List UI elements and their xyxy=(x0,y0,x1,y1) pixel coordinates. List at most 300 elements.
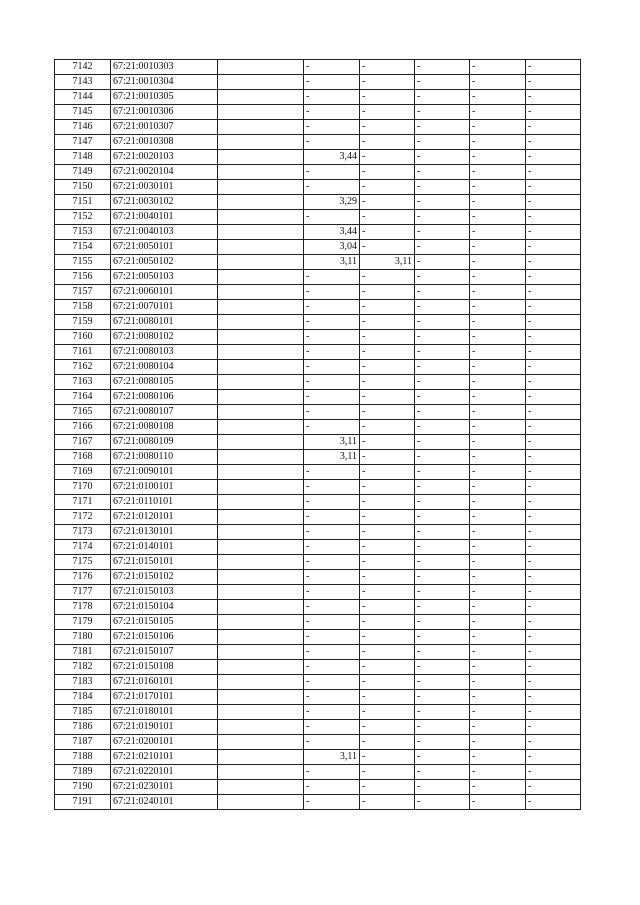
value-4-cell: - xyxy=(470,60,526,75)
value-3-cell: - xyxy=(415,555,470,570)
value-5-cell: - xyxy=(526,630,581,645)
value-2-cell: - xyxy=(360,165,415,180)
table-row xyxy=(55,165,581,180)
value-1-cell: - xyxy=(304,525,360,540)
value-5-cell: - xyxy=(526,195,581,210)
value-4-cell: - xyxy=(470,510,526,525)
value-3-cell: - xyxy=(415,720,470,735)
value-2-cell: - xyxy=(360,390,415,405)
value-2-cell: - xyxy=(360,210,415,225)
table-row xyxy=(55,540,581,555)
value-4-cell: - xyxy=(470,225,526,240)
value-2-cell: - xyxy=(360,285,415,300)
name-cell xyxy=(218,780,304,795)
table-row xyxy=(55,255,581,270)
value-1-cell: - xyxy=(304,705,360,720)
cadastral-code-cell: 67:21:0010307 xyxy=(111,120,218,135)
value-5-cell: - xyxy=(526,180,581,195)
value-5-cell: - xyxy=(526,765,581,780)
value-1-cell: - xyxy=(304,720,360,735)
value-5-cell: - xyxy=(526,690,581,705)
value-1-cell: - xyxy=(304,315,360,330)
value-4-cell: - xyxy=(470,405,526,420)
value-5-cell: - xyxy=(526,255,581,270)
value-1-cell: - xyxy=(304,630,360,645)
value-3-cell: - xyxy=(415,525,470,540)
row-number-cell: 7149 xyxy=(55,165,111,180)
name-cell xyxy=(218,255,304,270)
value-2-cell: - xyxy=(360,435,415,450)
value-2-cell: - xyxy=(360,375,415,390)
value-3-cell: - xyxy=(415,495,470,510)
cadastral-code-cell: 67:21:0040103 xyxy=(111,225,218,240)
value-4-cell: - xyxy=(470,720,526,735)
value-2-cell: - xyxy=(360,675,415,690)
value-3-cell: - xyxy=(415,585,470,600)
value-2-cell: - xyxy=(360,225,415,240)
row-number-cell: 7172 xyxy=(55,510,111,525)
table-row xyxy=(55,180,581,195)
value-3-cell: - xyxy=(415,765,470,780)
name-cell xyxy=(218,465,304,480)
value-3-cell: - xyxy=(415,135,470,150)
table-row xyxy=(55,405,581,420)
value-3-cell: - xyxy=(415,195,470,210)
table-row xyxy=(55,150,581,165)
value-5-cell: - xyxy=(526,585,581,600)
value-2-cell: - xyxy=(360,90,415,105)
cadastral-code-cell: 67:21:0070101 xyxy=(111,300,218,315)
cadastral-code-cell: 67:21:0150103 xyxy=(111,585,218,600)
value-4-cell: - xyxy=(470,630,526,645)
cadastral-code-cell: 67:21:0170101 xyxy=(111,690,218,705)
name-cell xyxy=(218,300,304,315)
name-cell xyxy=(218,705,304,720)
table-row xyxy=(55,330,581,345)
value-4-cell: - xyxy=(470,345,526,360)
name-cell xyxy=(218,690,304,705)
name-cell xyxy=(218,495,304,510)
value-1-cell: - xyxy=(304,585,360,600)
value-4-cell: - xyxy=(470,195,526,210)
value-2-cell: - xyxy=(360,615,415,630)
name-cell xyxy=(218,195,304,210)
value-2-cell: - xyxy=(360,315,415,330)
value-3-cell: - xyxy=(415,345,470,360)
value-4-cell: - xyxy=(470,330,526,345)
value-4-cell: - xyxy=(470,735,526,750)
value-4-cell: - xyxy=(470,705,526,720)
value-1-cell: - xyxy=(304,360,360,375)
value-3-cell: - xyxy=(415,390,470,405)
table-row xyxy=(55,315,581,330)
table-row xyxy=(55,285,581,300)
value-1-cell: - xyxy=(304,330,360,345)
value-3-cell: - xyxy=(415,705,470,720)
row-number-cell: 7182 xyxy=(55,660,111,675)
row-number-cell: 7185 xyxy=(55,705,111,720)
table-row xyxy=(55,735,581,750)
value-5-cell: - xyxy=(526,570,581,585)
value-5-cell: - xyxy=(526,555,581,570)
name-cell xyxy=(218,450,304,465)
value-1-cell: - xyxy=(304,555,360,570)
value-2-cell: - xyxy=(360,600,415,615)
value-1-cell: 3,11 xyxy=(304,435,360,450)
value-1-cell: 3,29 xyxy=(304,195,360,210)
value-1-cell: - xyxy=(304,390,360,405)
value-1-cell: - xyxy=(304,690,360,705)
row-number-cell: 7180 xyxy=(55,630,111,645)
value-2-cell: - xyxy=(360,645,415,660)
value-2-cell: - xyxy=(360,120,415,135)
value-3-cell: - xyxy=(415,60,470,75)
name-cell xyxy=(218,435,304,450)
value-4-cell: - xyxy=(470,795,526,810)
table-row xyxy=(55,450,581,465)
value-2-cell: - xyxy=(360,150,415,165)
cadastral-code-cell: 67:21:0080109 xyxy=(111,435,218,450)
row-number-cell: 7187 xyxy=(55,735,111,750)
value-1-cell: - xyxy=(304,300,360,315)
cadastral-code-cell: 67:21:0150107 xyxy=(111,645,218,660)
cadastral-code-cell: 67:21:0010308 xyxy=(111,135,218,150)
row-number-cell: 7173 xyxy=(55,525,111,540)
cadastral-code-cell: 67:21:0010303 xyxy=(111,60,218,75)
cadastral-code-cell: 67:21:0150105 xyxy=(111,615,218,630)
row-number-cell: 7169 xyxy=(55,465,111,480)
row-number-cell: 7153 xyxy=(55,225,111,240)
cadastral-code-cell: 67:21:0080105 xyxy=(111,375,218,390)
value-3-cell: - xyxy=(415,420,470,435)
cadastral-code-cell: 67:21:0020103 xyxy=(111,150,218,165)
value-2-cell: - xyxy=(360,570,415,585)
value-4-cell: - xyxy=(470,300,526,315)
value-2-cell: - xyxy=(360,630,415,645)
value-1-cell: - xyxy=(304,375,360,390)
table-row xyxy=(55,585,581,600)
table-row xyxy=(55,435,581,450)
value-3-cell: - xyxy=(415,150,470,165)
cadastral-code-cell: 67:21:0140101 xyxy=(111,540,218,555)
cadastral-code-cell: 67:21:0150104 xyxy=(111,600,218,615)
value-5-cell: - xyxy=(526,360,581,375)
table-row xyxy=(55,270,581,285)
value-4-cell: - xyxy=(470,285,526,300)
value-3-cell: - xyxy=(415,645,470,660)
row-number-cell: 7171 xyxy=(55,495,111,510)
value-1-cell: - xyxy=(304,285,360,300)
value-2-cell: - xyxy=(360,705,415,720)
value-4-cell: - xyxy=(470,645,526,660)
value-5-cell: - xyxy=(526,675,581,690)
row-number-cell: 7176 xyxy=(55,570,111,585)
table-row xyxy=(55,780,581,795)
value-2-cell: - xyxy=(360,765,415,780)
value-1-cell: - xyxy=(304,780,360,795)
value-1-cell: 3,44 xyxy=(304,225,360,240)
row-number-cell: 7161 xyxy=(55,345,111,360)
table-row xyxy=(55,630,581,645)
row-number-cell: 7179 xyxy=(55,615,111,630)
cadastral-code-cell: 67:21:0240101 xyxy=(111,795,218,810)
value-4-cell: - xyxy=(470,105,526,120)
value-5-cell: - xyxy=(526,225,581,240)
cadastral-code-cell: 67:21:0220101 xyxy=(111,765,218,780)
cadastral-code-cell: 67:21:0050102 xyxy=(111,255,218,270)
value-3-cell: - xyxy=(415,675,470,690)
value-2-cell: - xyxy=(360,420,415,435)
value-3-cell: - xyxy=(415,285,470,300)
cadastral-code-cell: 67:21:0190101 xyxy=(111,720,218,735)
row-number-cell: 7155 xyxy=(55,255,111,270)
value-4-cell: - xyxy=(470,315,526,330)
value-1-cell: - xyxy=(304,405,360,420)
table-row xyxy=(55,300,581,315)
value-3-cell: - xyxy=(415,465,470,480)
cadastral-code-cell: 67:21:0080106 xyxy=(111,390,218,405)
value-4-cell: - xyxy=(470,660,526,675)
row-number-cell: 7143 xyxy=(55,75,111,90)
value-1-cell: 3,44 xyxy=(304,150,360,165)
table-row xyxy=(55,135,581,150)
table-row xyxy=(55,420,581,435)
value-2-cell: - xyxy=(360,540,415,555)
value-5-cell: - xyxy=(526,450,581,465)
value-5-cell: - xyxy=(526,285,581,300)
table-row xyxy=(55,495,581,510)
table-row xyxy=(55,480,581,495)
value-4-cell: - xyxy=(470,765,526,780)
cadastral-code-cell: 67:21:0180101 xyxy=(111,705,218,720)
value-2-cell: - xyxy=(360,480,415,495)
value-5-cell: - xyxy=(526,495,581,510)
value-2-cell: - xyxy=(360,195,415,210)
row-number-cell: 7175 xyxy=(55,555,111,570)
table-row xyxy=(55,90,581,105)
value-3-cell: - xyxy=(415,90,470,105)
table-row xyxy=(55,375,581,390)
table-row xyxy=(55,675,581,690)
value-2-cell: - xyxy=(360,660,415,675)
value-5-cell: - xyxy=(526,120,581,135)
value-5-cell: - xyxy=(526,300,581,315)
row-number-cell: 7145 xyxy=(55,105,111,120)
value-1-cell: - xyxy=(304,495,360,510)
row-number-cell: 7188 xyxy=(55,750,111,765)
value-4-cell: - xyxy=(470,465,526,480)
value-1-cell: - xyxy=(304,135,360,150)
value-5-cell: - xyxy=(526,480,581,495)
value-2-cell: - xyxy=(360,345,415,360)
value-1-cell: - xyxy=(304,420,360,435)
value-2-cell: - xyxy=(360,300,415,315)
value-4-cell: - xyxy=(470,780,526,795)
cadastral-code-cell: 67:21:0050101 xyxy=(111,240,218,255)
row-number-cell: 7150 xyxy=(55,180,111,195)
value-5-cell: - xyxy=(526,165,581,180)
table-row xyxy=(55,60,581,75)
value-3-cell: - xyxy=(415,240,470,255)
row-number-cell: 7165 xyxy=(55,405,111,420)
name-cell xyxy=(218,510,304,525)
value-2-cell: - xyxy=(360,735,415,750)
value-1-cell: 3,04 xyxy=(304,240,360,255)
data-table xyxy=(54,59,581,810)
name-cell xyxy=(218,555,304,570)
value-5-cell: - xyxy=(526,705,581,720)
table-row xyxy=(55,705,581,720)
value-2-cell: - xyxy=(360,585,415,600)
cadastral-code-cell: 67:21:0230101 xyxy=(111,780,218,795)
row-number-cell: 7183 xyxy=(55,675,111,690)
value-3-cell: - xyxy=(415,510,470,525)
row-number-cell: 7166 xyxy=(55,420,111,435)
value-1-cell: - xyxy=(304,105,360,120)
value-1-cell: - xyxy=(304,795,360,810)
value-2-cell: - xyxy=(360,720,415,735)
row-number-cell: 7167 xyxy=(55,435,111,450)
value-4-cell: - xyxy=(470,570,526,585)
name-cell xyxy=(218,630,304,645)
name-cell xyxy=(218,105,304,120)
value-3-cell: - xyxy=(415,480,470,495)
value-1-cell: - xyxy=(304,75,360,90)
value-4-cell: - xyxy=(470,390,526,405)
cadastral-code-cell: 67:21:0150102 xyxy=(111,570,218,585)
row-number-cell: 7186 xyxy=(55,720,111,735)
value-4-cell: - xyxy=(470,270,526,285)
table-row xyxy=(55,525,581,540)
value-4-cell: - xyxy=(470,615,526,630)
value-5-cell: - xyxy=(526,150,581,165)
table-row xyxy=(55,765,581,780)
cadastral-code-cell: 67:21:0080101 xyxy=(111,315,218,330)
name-cell xyxy=(218,90,304,105)
value-5-cell: - xyxy=(526,780,581,795)
name-cell xyxy=(218,795,304,810)
value-3-cell: - xyxy=(415,450,470,465)
row-number-cell: 7159 xyxy=(55,315,111,330)
value-5-cell: - xyxy=(526,345,581,360)
value-2-cell: - xyxy=(360,360,415,375)
value-4-cell: - xyxy=(470,255,526,270)
name-cell xyxy=(218,525,304,540)
row-number-cell: 7168 xyxy=(55,450,111,465)
value-4-cell: - xyxy=(470,75,526,90)
value-2-cell: - xyxy=(360,510,415,525)
name-cell xyxy=(218,360,304,375)
value-4-cell: - xyxy=(470,420,526,435)
row-number-cell: 7190 xyxy=(55,780,111,795)
value-4-cell: - xyxy=(470,750,526,765)
value-3-cell: - xyxy=(415,225,470,240)
cadastral-code-cell: 67:21:0010304 xyxy=(111,75,218,90)
row-number-cell: 7148 xyxy=(55,150,111,165)
value-4-cell: - xyxy=(470,90,526,105)
value-5-cell: - xyxy=(526,615,581,630)
value-3-cell: - xyxy=(415,600,470,615)
value-3-cell: - xyxy=(415,105,470,120)
value-1-cell: - xyxy=(304,735,360,750)
value-1-cell: - xyxy=(304,600,360,615)
value-2-cell: - xyxy=(360,690,415,705)
name-cell xyxy=(218,540,304,555)
value-5-cell: - xyxy=(526,405,581,420)
value-3-cell: - xyxy=(415,750,470,765)
value-3-cell: - xyxy=(415,735,470,750)
value-5-cell: - xyxy=(526,375,581,390)
row-number-cell: 7152 xyxy=(55,210,111,225)
row-number-cell: 7142 xyxy=(55,60,111,75)
value-1-cell: - xyxy=(304,465,360,480)
table-row xyxy=(55,210,581,225)
value-5-cell: - xyxy=(526,720,581,735)
table-row xyxy=(55,600,581,615)
row-number-cell: 7147 xyxy=(55,135,111,150)
cadastral-code-cell: 67:21:0090101 xyxy=(111,465,218,480)
name-cell xyxy=(218,615,304,630)
value-3-cell: - xyxy=(415,660,470,675)
value-5-cell: - xyxy=(526,330,581,345)
cadastral-code-cell: 67:21:0080104 xyxy=(111,360,218,375)
name-cell xyxy=(218,210,304,225)
value-1-cell: - xyxy=(304,90,360,105)
value-4-cell: - xyxy=(470,360,526,375)
value-1-cell: - xyxy=(304,165,360,180)
table-row xyxy=(55,105,581,120)
table-row xyxy=(55,75,581,90)
table-row xyxy=(55,465,581,480)
name-cell xyxy=(218,165,304,180)
name-cell xyxy=(218,720,304,735)
cadastral-code-cell: 67:21:0080110 xyxy=(111,450,218,465)
value-5-cell: - xyxy=(526,90,581,105)
value-3-cell: - xyxy=(415,630,470,645)
table-row xyxy=(55,645,581,660)
value-3-cell: - xyxy=(415,300,470,315)
value-2-cell: - xyxy=(360,795,415,810)
value-5-cell: - xyxy=(526,795,581,810)
value-4-cell: - xyxy=(470,375,526,390)
table-row xyxy=(55,570,581,585)
value-4-cell: - xyxy=(470,435,526,450)
name-cell xyxy=(218,135,304,150)
cadastral-code-cell: 67:21:0010305 xyxy=(111,90,218,105)
value-2-cell: - xyxy=(360,180,415,195)
value-4-cell: - xyxy=(470,210,526,225)
value-2-cell: - xyxy=(360,240,415,255)
name-cell xyxy=(218,765,304,780)
value-2-cell: 3,11 xyxy=(360,255,415,270)
value-4-cell: - xyxy=(470,675,526,690)
value-2-cell: - xyxy=(360,465,415,480)
row-number-cell: 7162 xyxy=(55,360,111,375)
cadastral-code-cell: 67:21:0040101 xyxy=(111,210,218,225)
table-row xyxy=(55,240,581,255)
value-3-cell: - xyxy=(415,405,470,420)
cadastral-code-cell: 67:21:0200101 xyxy=(111,735,218,750)
value-1-cell: 3,11 xyxy=(304,450,360,465)
value-4-cell: - xyxy=(470,540,526,555)
value-3-cell: - xyxy=(415,435,470,450)
value-5-cell: - xyxy=(526,750,581,765)
name-cell xyxy=(218,60,304,75)
value-1-cell: - xyxy=(304,660,360,675)
row-number-cell: 7191 xyxy=(55,795,111,810)
table-row xyxy=(55,555,581,570)
cadastral-code-cell: 67:21:0080103 xyxy=(111,345,218,360)
